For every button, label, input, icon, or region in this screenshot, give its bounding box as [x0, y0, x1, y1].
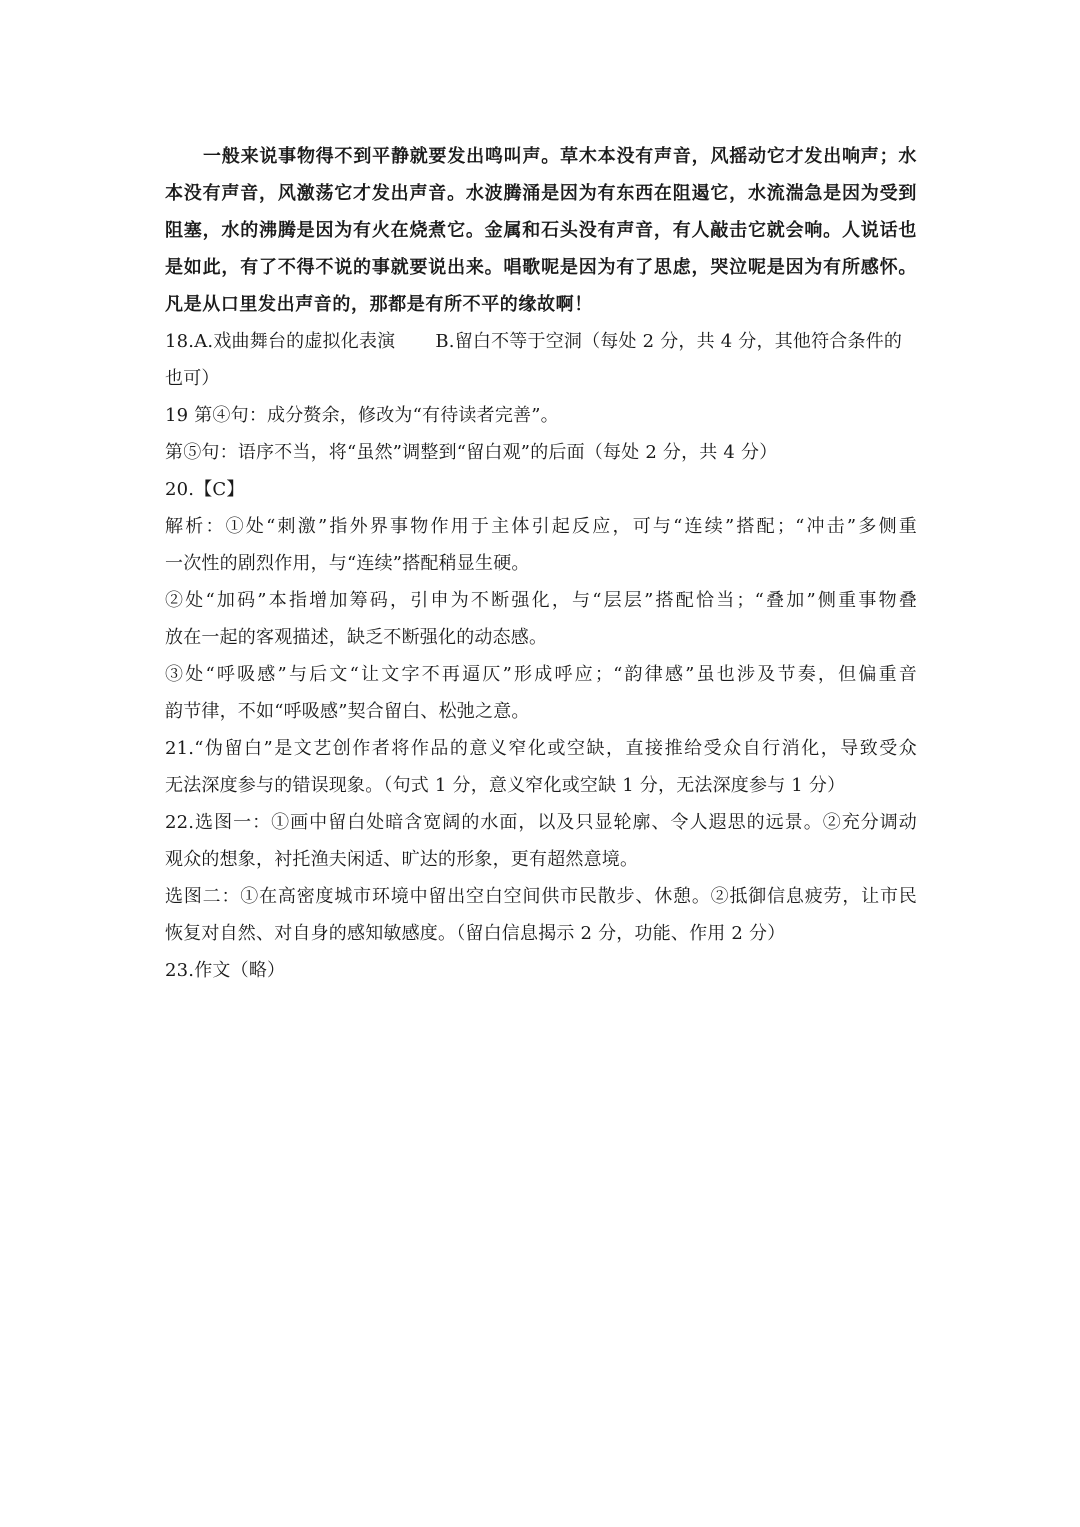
answer-22-line: 选图二：①在高密度城市环境中留出空白空间供市民散步、休憩。②抵御信息疲劳，让市民 — [165, 886, 917, 907]
answer-21 — [165, 730, 917, 804]
answer-20-analysis-line: ③处“呼吸感”与后文“让文字不再逼仄”形成呼应；“韵律感”虽也涉及节奏，但偏重音 — [165, 664, 917, 685]
answer-20-analysis-line: ②处“加码”本指增加筹码，引申为不断强化，与“层层”搭配恰当；“叠加”侧重事物叠 — [165, 590, 917, 611]
answer-19 — [165, 397, 917, 471]
answer-22-line: 22.选图一：①画中留白处暗含宽阔的水面，以及只显轮廓、令人遐思的远景。②充分调动 — [165, 812, 917, 833]
translation-line: 凡是从口里发出声音的，那都是有所不平的缘故啊！ — [165, 294, 593, 315]
answer-23-line: 23.作文（略） — [165, 960, 286, 981]
translation-line: 阻塞，水的沸腾是因为有火在烧煮它。金属和石头没有声音，有人敲击它就会响。人说话也 — [165, 220, 917, 241]
answer-20-choice: 20.【C】 — [165, 479, 245, 500]
translation-line: 是如此，有了不得不说的事就要说出来。唱歌呢是因为有了思虑，哭泣呢是因为有所感怀。 — [165, 257, 917, 278]
answer-18-option-a: 18.A.戏曲舞台的虚拟化表演 — [165, 331, 396, 352]
answer-19-line: 19 第④句：成分赘余，修改为“有待读者完善”。 — [165, 405, 559, 426]
answer-19-line: 第⑤句：语序不当，将“虽然”调整到“留白观”的后面（每处 2 分，共 4 分） — [165, 442, 778, 463]
answer-22-line: 恢复对自然、对自身的感知敏感度。（留白信息揭示 2 分，功能、作用 2 分） — [165, 923, 786, 944]
answer-20-analysis-line: 韵节律，不如“呼吸感”契合留白、松弛之意。 — [165, 701, 530, 722]
answer-18 — [165, 323, 917, 397]
answer-20-analysis-line: 一次性的剧烈作用，与“连续”搭配稍显生硬。 — [165, 553, 530, 574]
answer-page — [165, 138, 917, 989]
translation-paragraph — [165, 138, 917, 323]
answer-22-line: 观众的想象，衬托渔夫闲适、旷达的形象，更有超然意境。 — [165, 849, 639, 870]
translation-line: 本没有声音，风激荡它才发出声音。水波腾涌是因为有东西在阻遏它，水流湍急是因为受到 — [165, 183, 917, 204]
answer-20-analysis-line: 解析：①处“刺激”指外界事物作用于主体引起反应，可与“连续”搭配；“冲击”多侧重 — [165, 516, 917, 537]
answer-23 — [165, 952, 917, 989]
translation-line: 一般来说事物得不到平静就要发出鸣叫声。草木本没有声音，风摇动它才发出响声；水 — [203, 146, 917, 167]
answer-20-analysis-line: 放在一起的客观描述，缺乏不断强化的动态感。 — [165, 627, 548, 648]
answer-22 — [165, 804, 917, 952]
answer-18-option-b: B.留白不等于空洞（每处 2 分，共 4 分，其他符合条件的 — [435, 331, 903, 352]
answer-20 — [165, 471, 917, 730]
answer-18-line — [165, 323, 917, 360]
answer-21-line: 21.“伪留白”是文艺创作者将作品的意义窄化或空缺，直接推给受众自行消化，导致受众 — [165, 738, 917, 759]
answer-18-line: 也可） — [165, 368, 220, 389]
answer-21-line: 无法深度参与的错误现象。（句式 1 分，意义窄化或空缺 1 分，无法深度参与 1 分） — [165, 775, 846, 796]
